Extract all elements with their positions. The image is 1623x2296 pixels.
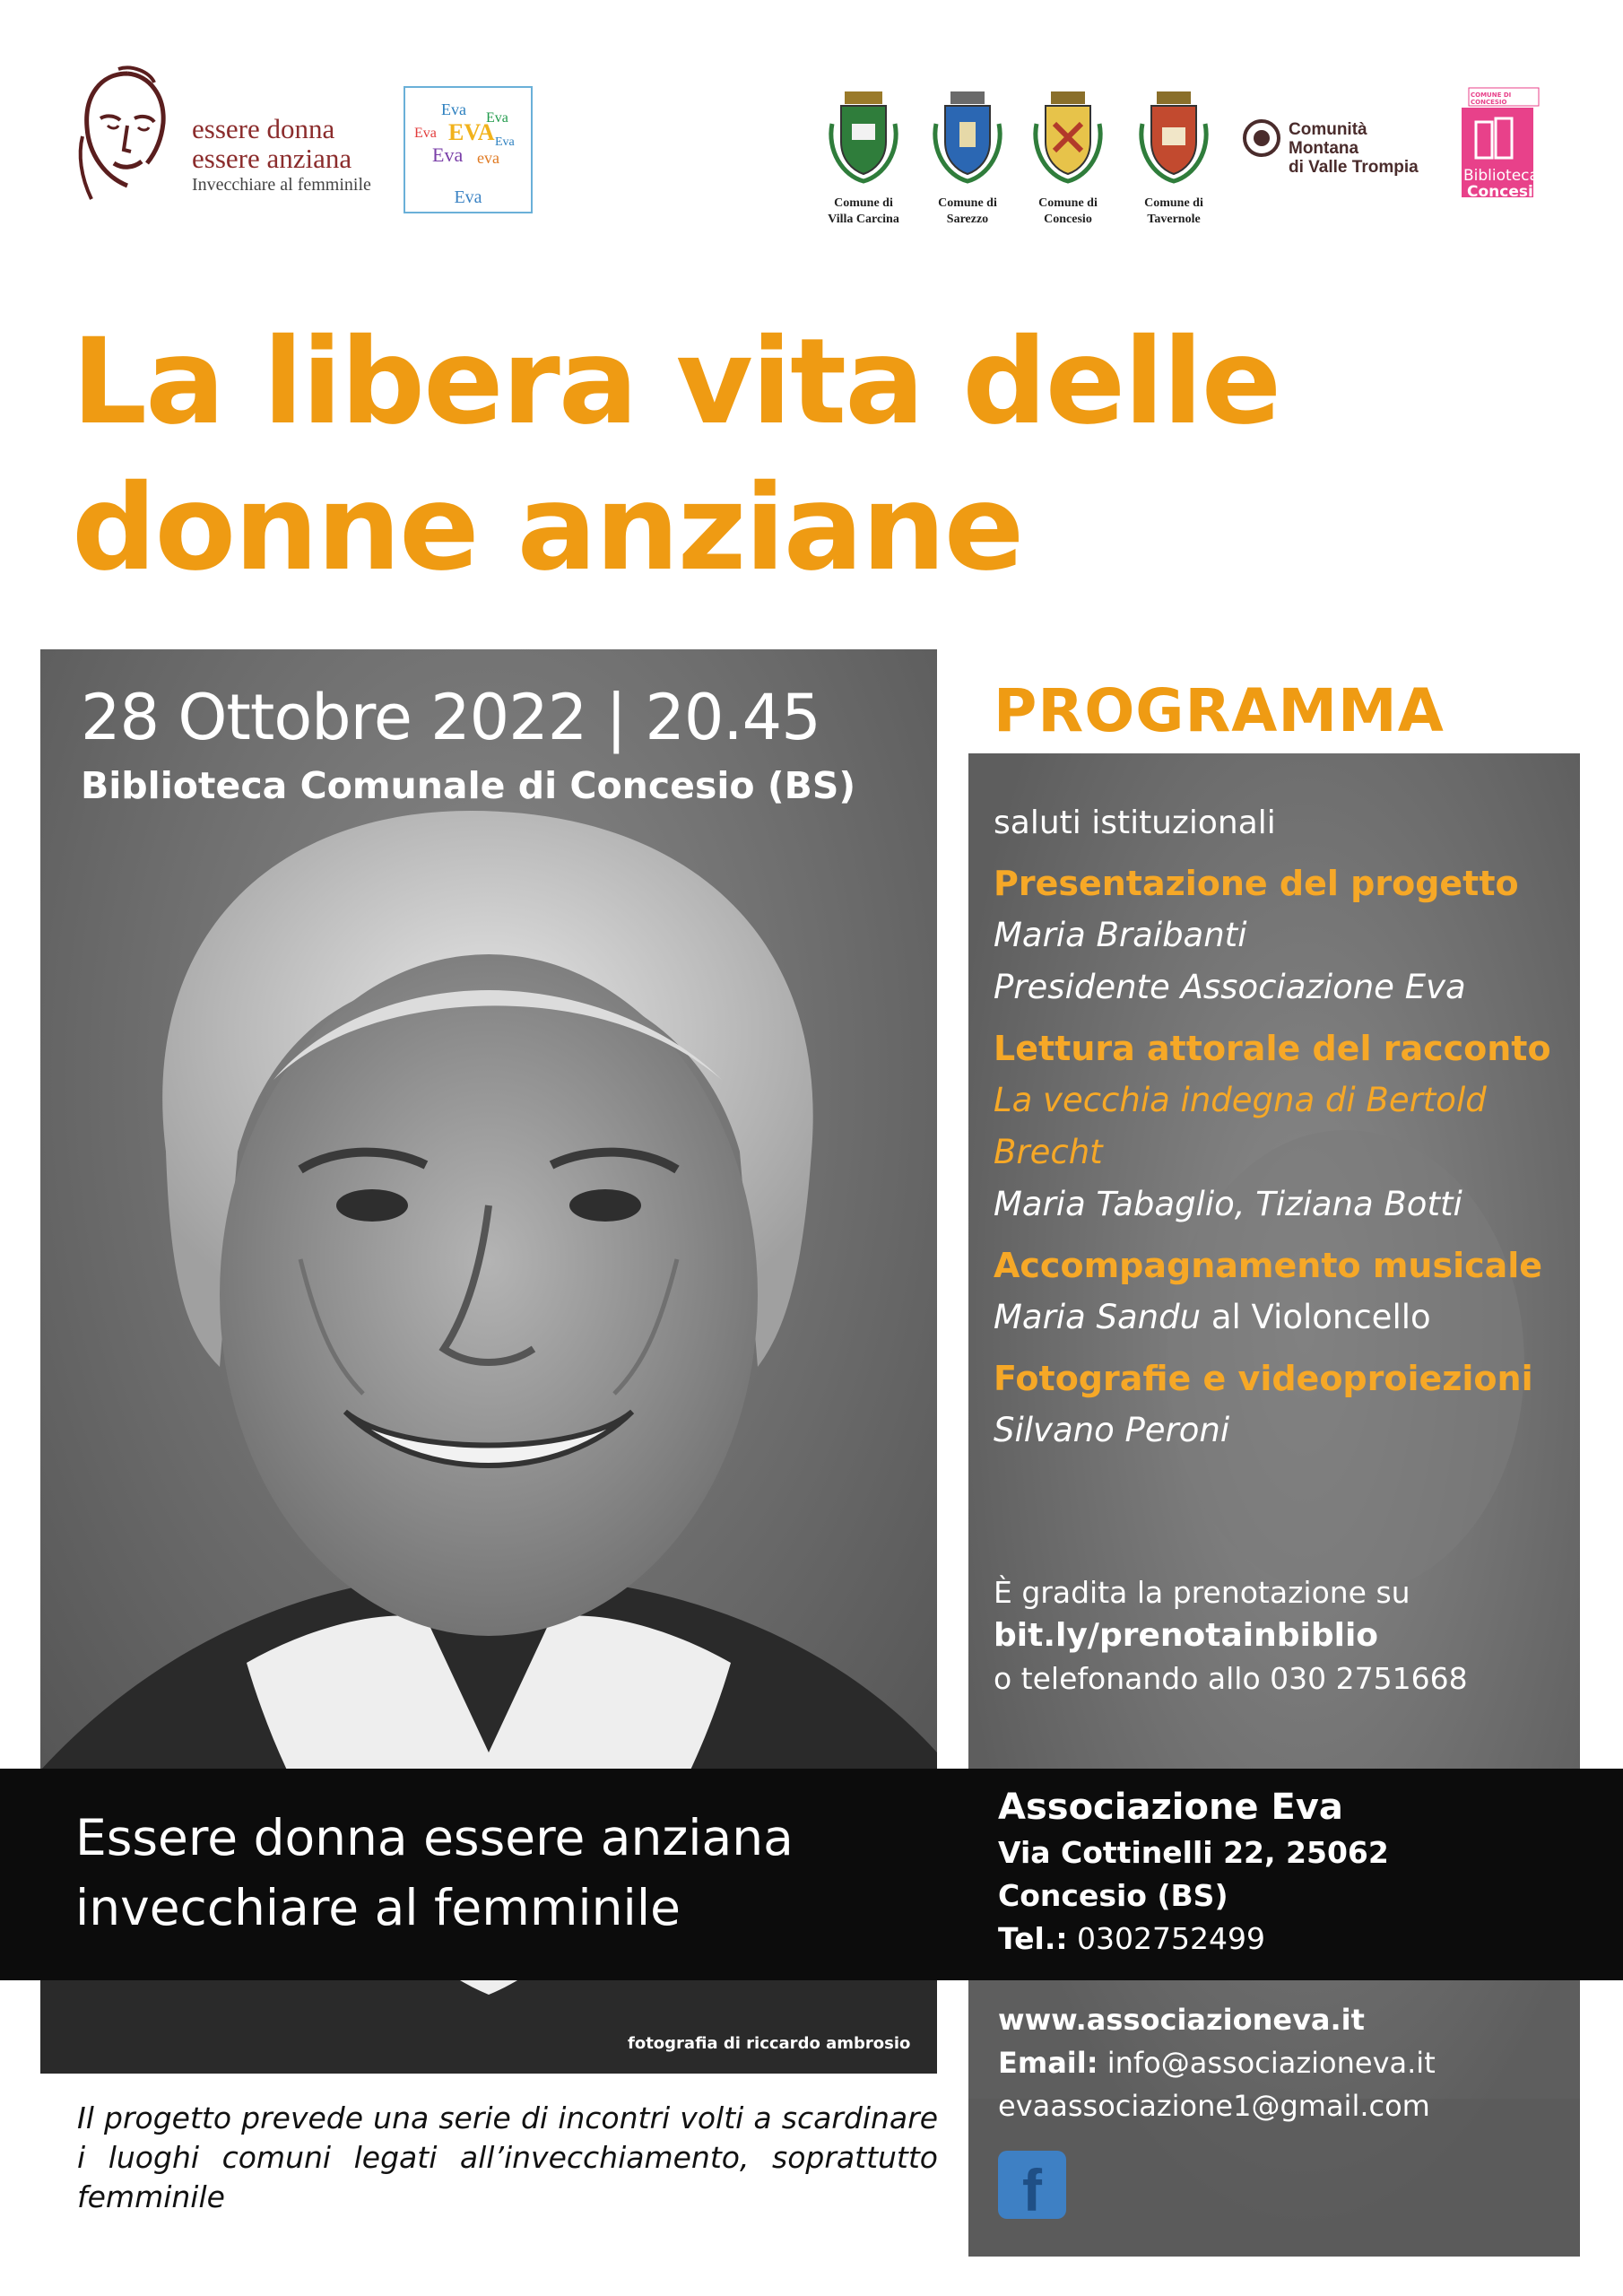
svg-text:Eva: Eva — [495, 135, 515, 149]
tel-value: 0302752499 — [1067, 1921, 1266, 1956]
saluti-text: saluti istituzionali — [994, 804, 1276, 841]
title-line-1: La libera vita delle — [72, 313, 1280, 451]
booking-phone: o telefonando allo 030 2751668 — [994, 1661, 1468, 1696]
eva-logo-label: Eva — [454, 187, 482, 207]
musician-line — [994, 1292, 1576, 1344]
eva-letters-icon — [405, 88, 531, 187]
svg-text:EVA: EVA — [448, 119, 495, 145]
crest-villa-carcina — [816, 88, 911, 228]
svg-text:Eva: Eva — [486, 110, 508, 126]
project-description: Il progetto prevede una serie di incontri volti a scardinare i luoghi comuni legati all’invecchiamento, soprattutto femminile — [77, 2100, 938, 2214]
booking-info — [994, 1571, 1576, 1700]
email-label: Email: — [998, 2046, 1098, 2080]
logo-line-1: essere donna — [192, 113, 335, 144]
speaker-role: Presidente Associazione Eva — [994, 968, 1466, 1006]
photo-credit: fotografia di riccardo ambrosio — [628, 2034, 911, 2053]
comune-name: Tavernole — [1147, 213, 1201, 226]
website-link[interactable]: www.associazioneva.it — [998, 2003, 1365, 2037]
title-line-2: donne anziane — [72, 459, 1023, 597]
svg-text:Eva: Eva — [441, 100, 466, 118]
logo-eva — [404, 86, 533, 213]
svg-text:Eva: Eva — [414, 126, 437, 141]
programma-heading: PROGRAMMA — [994, 676, 1445, 745]
cm-line-2: di Valle Trompia — [1289, 158, 1419, 177]
svg-text:eva: eva — [477, 149, 499, 167]
biblioteca-header: COMUNE DI CONCESIO — [1471, 91, 1512, 106]
logo-essere-donna — [65, 65, 387, 208]
logo-comunita-montana — [1242, 115, 1421, 177]
association-address-1: Via Cottinelli 22, 25062 — [998, 1835, 1389, 1870]
coat-of-arms-icon — [825, 88, 902, 187]
woman-face-logo-icon — [65, 65, 181, 208]
section-title-foto: Fotografie e videoproiezioni — [994, 1359, 1533, 1398]
comune-label: Comune di — [938, 196, 997, 210]
musician-name: Maria Sandu — [994, 1298, 1202, 1336]
comune-label: Comune di — [1038, 196, 1098, 210]
readers: Maria Tabaglio, Tiziana Botti — [994, 1185, 1462, 1223]
logo-line-2: essere anziana — [192, 143, 352, 174]
booking-link[interactable]: bit.ly/prenotainbiblio — [994, 1617, 1379, 1654]
event-date-time: 28 Ottobre 2022 | 20.45 — [81, 681, 820, 754]
photographer-name: Silvano Peroni — [994, 1411, 1230, 1449]
work-title-line-1: La vecchia indegna di Bertold — [994, 1081, 1487, 1119]
comune-name: Villa Carcina — [828, 213, 899, 226]
cm-line-1: Comunità Montana — [1289, 120, 1367, 158]
booking-text: È gradita la prenotazione su — [994, 1575, 1410, 1610]
association-name: Associazione Eva — [998, 1787, 1343, 1828]
section-title-accompagnamento: Accompagnamento musicale — [994, 1246, 1543, 1285]
svg-text:Eva: Eva — [432, 144, 464, 166]
programma-list — [994, 798, 1576, 1457]
instrument: al Violoncello — [1201, 1298, 1431, 1336]
association-address-2: Concesio (BS) — [998, 1878, 1228, 1913]
crest-tavernole — [1126, 88, 1221, 228]
comune-label: Comune di — [1144, 196, 1203, 210]
biblioteca-line-1: Biblioteca — [1463, 167, 1539, 185]
email2-link[interactable]: evaassociazione1@gmail.com — [998, 2089, 1430, 2123]
crest-sarezzo — [920, 88, 1015, 228]
speaker-name: Maria Braibanti — [994, 916, 1247, 954]
event-venue: Biblioteca Comunale di Concesio (BS) — [81, 764, 856, 807]
work-title-line-2: Brecht — [994, 1133, 1103, 1171]
coat-of-arms-icon — [1135, 88, 1212, 187]
comune-label: Comune di — [834, 196, 893, 210]
section-title-lettura: Lettura attorale del racconto — [994, 1029, 1551, 1068]
comune-name: Concesio — [1044, 213, 1092, 226]
logo-biblioteca-concesio — [1445, 86, 1544, 204]
association-phone — [998, 1918, 1265, 1961]
biblioteca-line-2: Concesio — [1467, 183, 1544, 201]
coat-of-arms-icon — [1029, 88, 1107, 187]
email-line — [998, 2041, 1581, 2084]
facebook-icon[interactable] — [998, 2151, 1066, 2223]
comunita-montana-emblem-icon — [1242, 118, 1281, 158]
page-title — [72, 309, 1560, 602]
contacts — [998, 1998, 1581, 2127]
comune-name: Sarezzo — [946, 213, 989, 226]
project-name-line-1: Essere donna essere anziana — [75, 1809, 794, 1866]
email-link[interactable]: info@associazioneva.it — [1098, 2046, 1436, 2080]
project-name — [75, 1803, 794, 1943]
crest-concesio — [1020, 88, 1115, 228]
logo-tagline: Invecchiare al femminile — [192, 175, 371, 195]
project-name-line-2: invecchiare al femminile — [75, 1879, 681, 1936]
facebook-glyph: f — [1022, 2157, 1042, 2223]
tel-label: Tel.: — [998, 1921, 1068, 1956]
section-title-presentazione: Presentazione del progetto — [994, 864, 1519, 903]
coat-of-arms-icon — [929, 88, 1006, 187]
